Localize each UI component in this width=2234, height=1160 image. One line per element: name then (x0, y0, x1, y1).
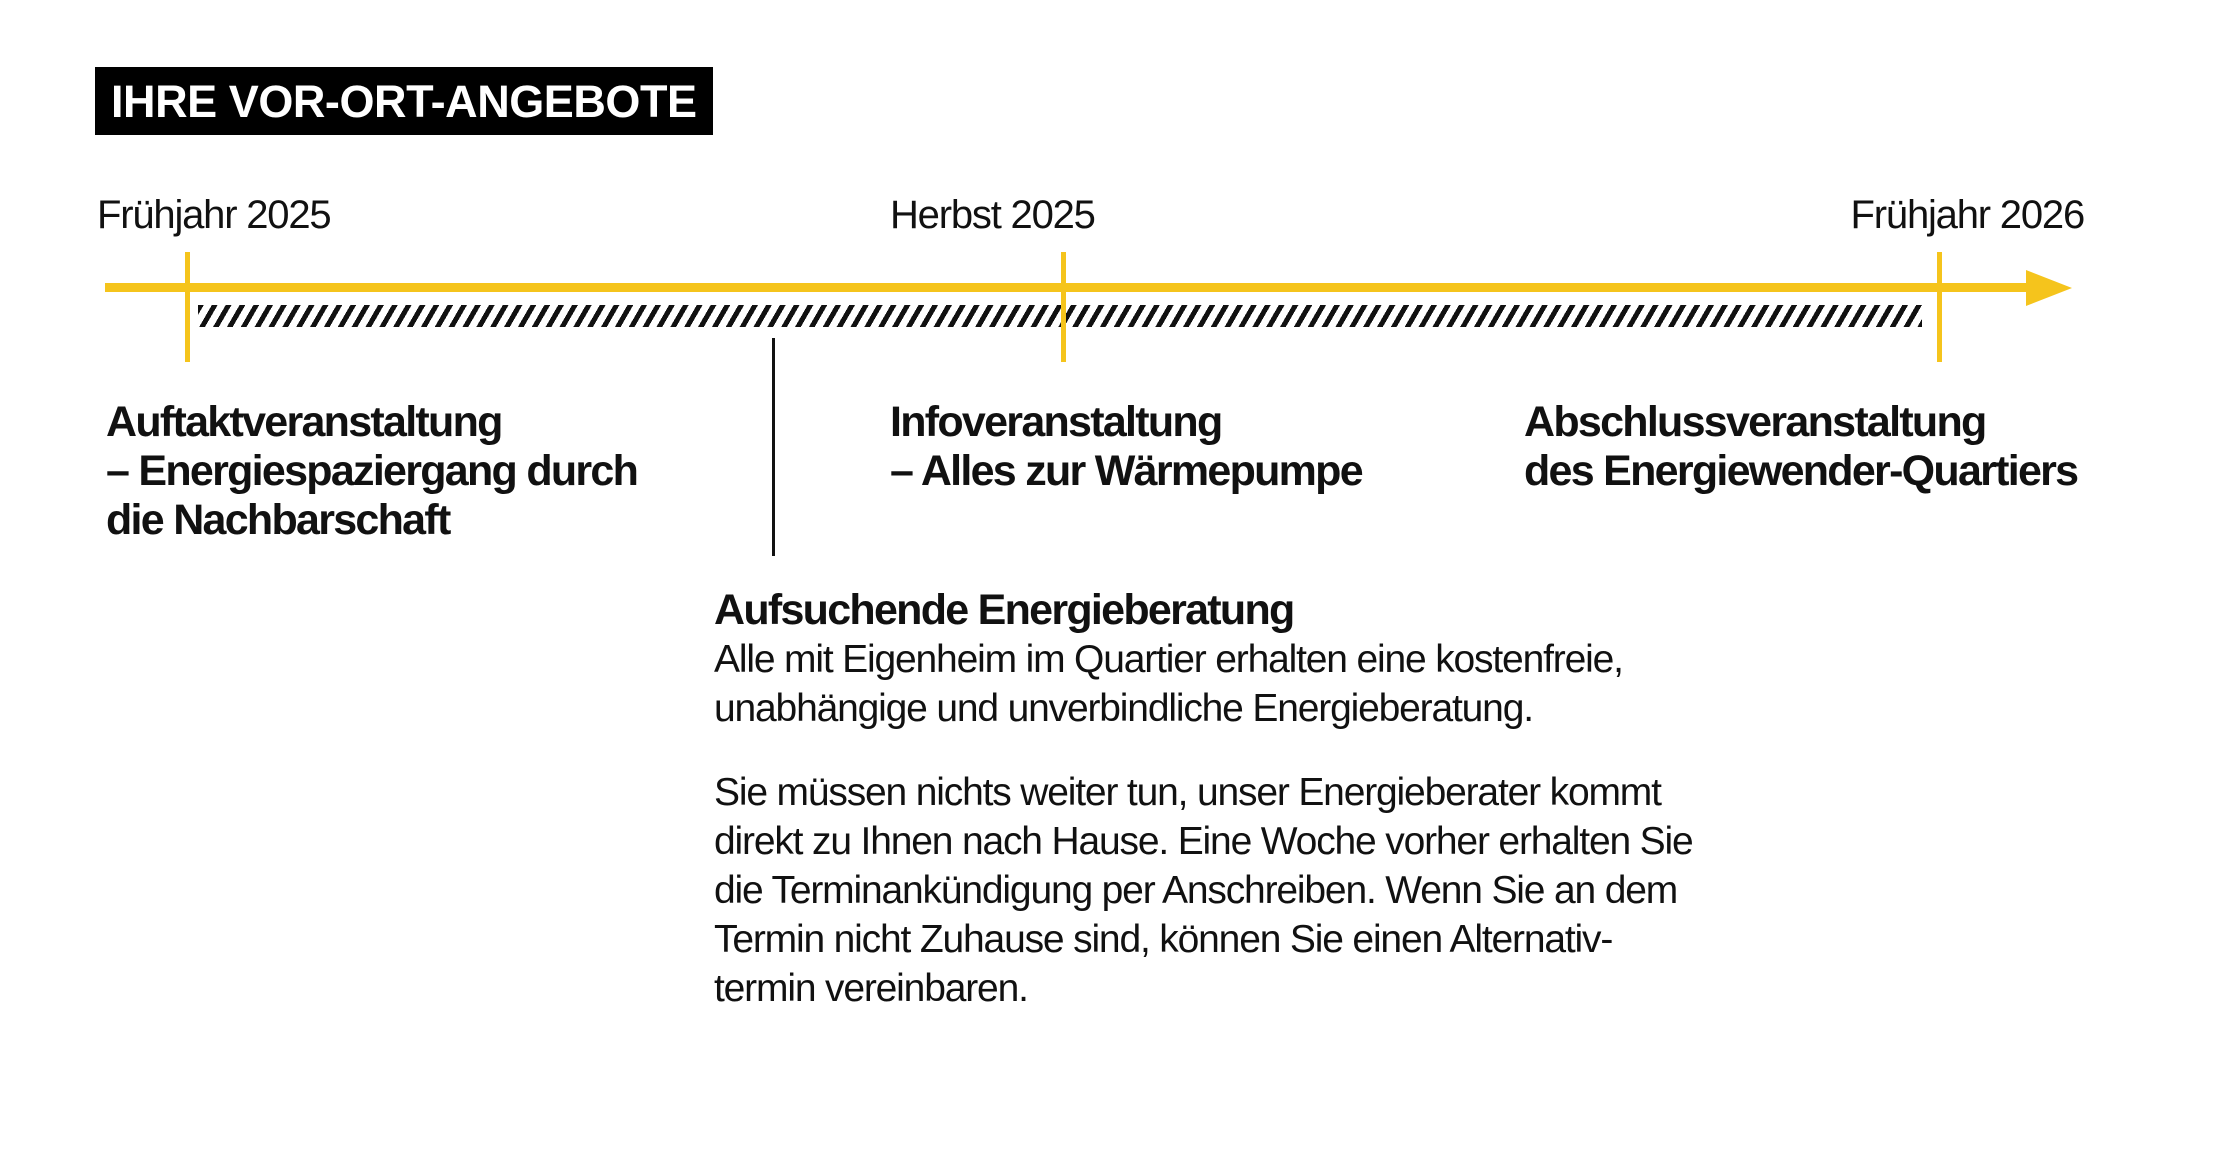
timeline-tick-fruehjahr-2025 (185, 252, 190, 362)
page-title: IHRE VOR-ORT-ANGEBOTE (95, 67, 713, 135)
beratung-heading: Aufsuchende Energieberatung (714, 586, 1294, 634)
event-title-line: Auftaktveranstaltung (106, 398, 502, 446)
paragraph-line: direkt zu Ihnen nach Hause. Eine Woche vorher erhalten Sie (714, 820, 1693, 863)
beratung-paragraph-1 (714, 635, 1834, 733)
timeline-tick-herbst-2025 (1061, 252, 1066, 362)
beratung-period-hatch-bar (198, 305, 1922, 327)
section-aufsuchende-energieberatung (714, 586, 1834, 1013)
event-abschlussveranstaltung (1524, 398, 2077, 496)
beratung-connector-line (772, 338, 775, 556)
event-infoveranstaltung (890, 398, 1362, 496)
event-title-line: die Nachbarschaft (106, 496, 450, 544)
paragraph-line: Alle mit Eigenheim im Quartier erhalten eine kostenfreie, (714, 638, 1623, 681)
arrow-right-icon (2026, 270, 2072, 306)
event-title-line: Infoveranstaltung (890, 398, 1222, 446)
paragraph-line: Termin nicht Zuhause sind, können Sie einen Alternativ- (714, 918, 1613, 961)
event-auftaktveranstaltung (106, 398, 637, 545)
timeline-label-herbst-2025: Herbst 2025 (890, 193, 1095, 237)
paragraph-line: die Terminankündigung per Anschreiben. Wenn Sie an dem (714, 869, 1678, 912)
beratung-paragraph-2 (714, 768, 1834, 1013)
event-title-line: Abschlussveranstaltung (1524, 398, 1986, 446)
timeline-tick-fruehjahr-2026 (1937, 252, 1942, 362)
paragraph-line: termin vereinbaren. (714, 967, 1028, 1010)
timeline-label-fruehjahr-2025: Frühjahr 2025 (97, 193, 331, 237)
paragraph-line: unabhängige und unverbindliche Energieberatung. (714, 687, 1533, 730)
paragraph-line: Sie müssen nichts weiter tun, unser Energieberater kommt (714, 771, 1661, 814)
timeline-axis (105, 283, 2030, 292)
timeline-label-fruehjahr-2026: Frühjahr 2026 (1850, 193, 2084, 237)
event-title-line: – Alles zur Wärmepumpe (890, 447, 1362, 495)
event-title-line: des Energiewender-Quartiers (1524, 447, 2078, 495)
event-title-line: – Energiespaziergang durch (106, 447, 638, 495)
